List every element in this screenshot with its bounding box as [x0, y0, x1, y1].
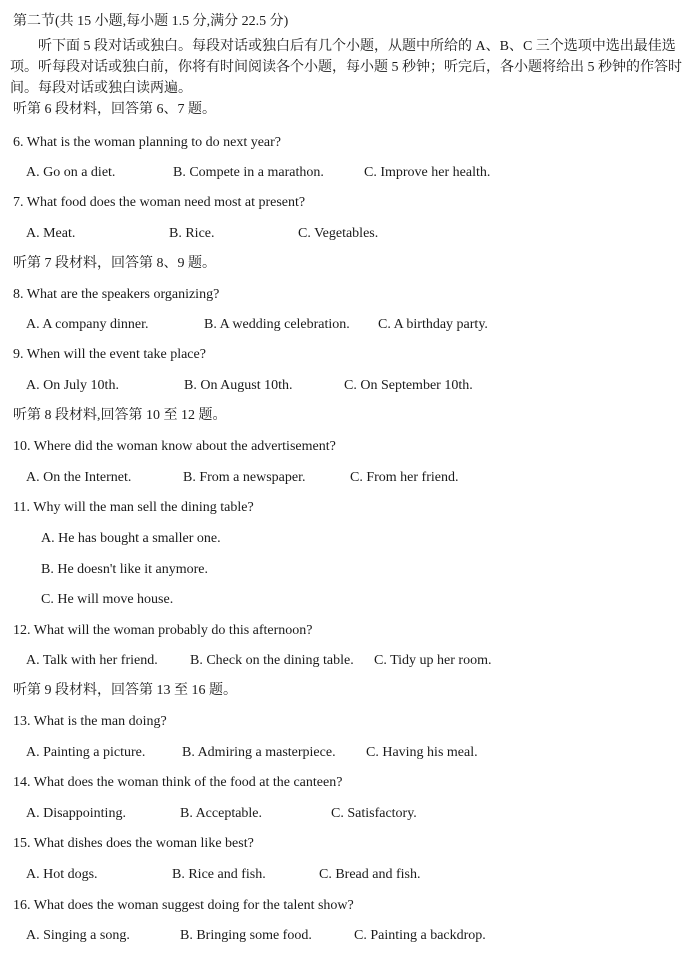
option-b: B. Acceptable.	[180, 806, 263, 821]
question-stem: 16. What does the woman suggest doing for the talent show?	[13, 898, 354, 913]
option-c: C. A birthday party.	[378, 317, 488, 332]
option-b: B. Bringing some food.	[180, 928, 312, 943]
option-c: C. He will move house.	[41, 592, 174, 607]
option-b: B. Admiring a masterpiece.	[182, 745, 336, 760]
option-a: A. Singing a song.	[26, 928, 130, 943]
option-c: C. Satisfactory.	[331, 806, 417, 821]
option-a: A. Go on a diet.	[26, 165, 116, 180]
question-stem: 9. When will the event take place?	[13, 347, 206, 362]
question-stem: 10. Where did the woman know about the advertisement?	[13, 439, 336, 454]
question-stem: 11. Why will the man sell the dining table?	[13, 500, 254, 515]
material-heading: 听第 9 段材料，回答第 13 至 16 题。	[13, 683, 237, 698]
instructions-paragraph	[10, 36, 682, 99]
option-c: C. From her friend.	[350, 470, 459, 485]
option-a: A. Painting a picture.	[26, 745, 146, 760]
question-stem: 7. What food does the woman need most at present?	[13, 195, 306, 210]
option-c: C. Bread and fish.	[319, 867, 421, 882]
question-stem: 8. What are the speakers organizing?	[13, 287, 220, 302]
section-header: 第二节(共 15 小题,每小题 1.5 分,满分 22.5 分)	[13, 14, 289, 29]
option-b: B. Rice and fish.	[172, 867, 266, 882]
question-stem: 13. What is the man doing?	[13, 714, 167, 729]
option-a: A. On July 10th.	[26, 378, 119, 393]
option-b: B. From a newspaper.	[183, 470, 306, 485]
option-b: B. On August 10th.	[184, 378, 293, 393]
option-b: B. A wedding celebration.	[204, 317, 350, 332]
material-heading: 听第 7 段材料，回答第 8、9 题。	[13, 256, 216, 271]
material-heading: 听第 6 段材料，回答第 6、7 题。	[13, 102, 216, 117]
material-heading: 听第 8 段材料,回答第 10 至 12 题。	[13, 408, 227, 423]
option-a: A. On the Internet.	[26, 470, 132, 485]
option-b: B. Compete in a marathon.	[173, 165, 324, 180]
option-a: A. Meat.	[26, 226, 76, 241]
option-a: A. Talk with her friend.	[26, 653, 158, 668]
option-c: C. On September 10th.	[344, 378, 473, 393]
question-stem: 6. What is the woman planning to do next year?	[13, 135, 282, 150]
instructions-text: 听下面 5 段对话或独白。每段对话或独白后有几个小题，从题中所给的 A、B、C 三个选项中选出最佳选项。听每段对话或独白前，你将有时间阅读各个小题，每小题 5 秒钟；听完后，各小题将给出 5 秒钟的作答时间。每段对话或独白读两遍。	[10, 39, 682, 96]
question-stem: 14. What does the woman think of the food at the canteen?	[13, 775, 343, 790]
option-b: B. Check on the dining table.	[190, 653, 354, 668]
option-b: B. He doesn't like it anymore.	[41, 562, 208, 577]
option-a: A. He has bought a smaller one.	[41, 531, 221, 546]
option-a: A. Disappointing.	[26, 806, 126, 821]
option-a: A. Hot dogs.	[26, 867, 98, 882]
question-stem: 12. What will the woman probably do this afternoon?	[13, 623, 313, 638]
option-c: C. Improve her health.	[364, 165, 491, 180]
option-a: A. A company dinner.	[26, 317, 149, 332]
option-c: C. Having his meal.	[366, 745, 478, 760]
option-c: C. Painting a backdrop.	[354, 928, 486, 943]
option-b: B. Rice.	[169, 226, 215, 241]
question-stem: 15. What dishes does the woman like best?	[13, 836, 254, 851]
option-c: C. Tidy up her room.	[374, 653, 492, 668]
option-c: C. Vegetables.	[298, 226, 379, 241]
